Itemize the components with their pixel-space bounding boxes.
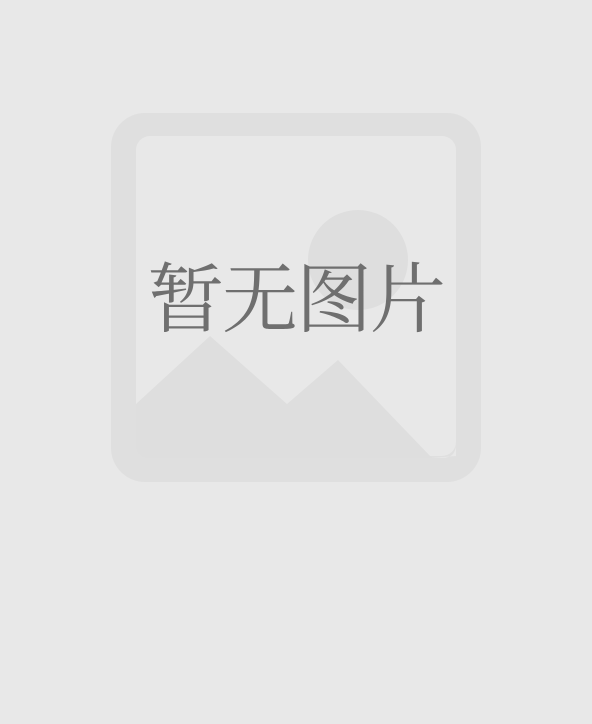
placeholder-label: 暂无图片 <box>148 255 444 344</box>
